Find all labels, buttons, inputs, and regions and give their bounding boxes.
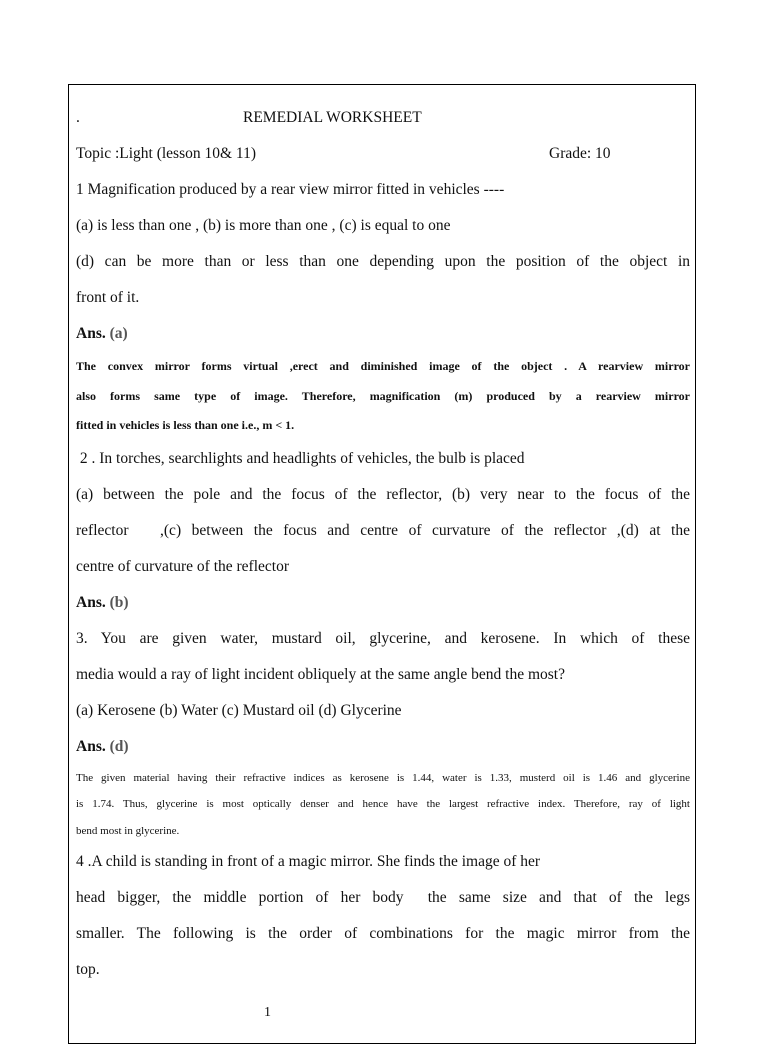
q3-answer: [76, 729, 690, 765]
q1-explanation-line-2: also forms same type of image. Therefore, magnification (m) produced by a rearview mirror: [76, 388, 690, 403]
q1-explanation-line-3: fitted in vehicles is less than one i.e., m < 1.: [76, 418, 295, 432]
q1-options-line-2: (d) can be more than or less than one depending upon the position of the object in: [76, 253, 690, 270]
q2-line-3: centre of curvature of the reflector: [76, 557, 289, 575]
q1-options-line-3: front of it.: [76, 289, 140, 306]
worksheet-frame: [68, 84, 696, 1044]
title-row: [76, 100, 690, 136]
page-number: 1: [264, 1005, 271, 1020]
q3-line-2: media would a ray of light incident obliquely at the same angle bend the most?: [76, 665, 565, 683]
q2-answer-label: Ans.: [76, 593, 106, 611]
topic-label: Topic :Light (lesson 10& 11): [76, 145, 257, 162]
grade-label: Grade: 10: [549, 145, 611, 162]
q2-answer-value: (b): [109, 593, 129, 611]
q1-explanation-line-1: The convex mirror forms virtual ,erect and diminished image of the object . A rearview mirror: [76, 359, 690, 373]
q3-explanation: [76, 765, 690, 845]
q3-explanation-line-2: is 1.74. Thus, glycerine is most optically denser and hence have the largest refractive index. Therefore, ray of light: [76, 798, 690, 810]
q4-line-4: top.: [76, 961, 100, 978]
q3-options: (a) Kerosene (b) Water (c) Mustard oil (d) Glycerine: [76, 701, 402, 719]
leading-dot: .: [76, 109, 80, 126]
worksheet-content: [76, 85, 690, 988]
q2-answer: [76, 585, 690, 621]
q1-options-line-1: (a) is less than one , (b) is more than one , (c) is equal to one: [76, 217, 451, 234]
q3-answer-value: (d): [109, 737, 129, 755]
q2-line-2: reflector ,(c) between the focus and centre of curvature of the reflector ,(d) at the: [76, 521, 690, 539]
q4-line-1: 4 .A child is standing in front of a magic mirror. She finds the image of her: [76, 853, 541, 870]
q2-question: 2 . In torches, searchlights and headlights of vehicles, the bulb is placed: [76, 449, 525, 467]
worksheet-title: REMEDIAL WORKSHEET: [243, 109, 422, 126]
q1-question: 1 Magnification produced by a rear view mirror fitted in vehicles ----: [76, 181, 505, 198]
q3-answer-label: Ans.: [76, 737, 106, 755]
q2-line-1: (a) between the pole and the focus of the reflector, (b) very near to the focus of the: [76, 485, 690, 503]
q3-line-1: 3. You are given water, mustard oil, glycerine, and kerosene. In which of these: [76, 629, 690, 647]
q4-line-3: smaller. The following is the order of combinations for the magic mirror from the: [76, 925, 690, 942]
q1-answer-value: (a): [109, 325, 128, 342]
topic-row: [76, 136, 690, 172]
q3-explanation-line-3: bend most in glycerine.: [76, 824, 180, 837]
q1-explanation: [76, 352, 690, 441]
q1-answer-label: Ans.: [76, 325, 106, 342]
q4-line-2: head bigger, the middle portion of her body the same size and that of the legs: [76, 889, 690, 906]
q1-answer: [76, 316, 690, 352]
q3-explanation-line-1: The given material having their refractive indices as kerosene is 1.44, water is 1.33, musterd oil is 1.46 and glycerine: [76, 771, 690, 784]
